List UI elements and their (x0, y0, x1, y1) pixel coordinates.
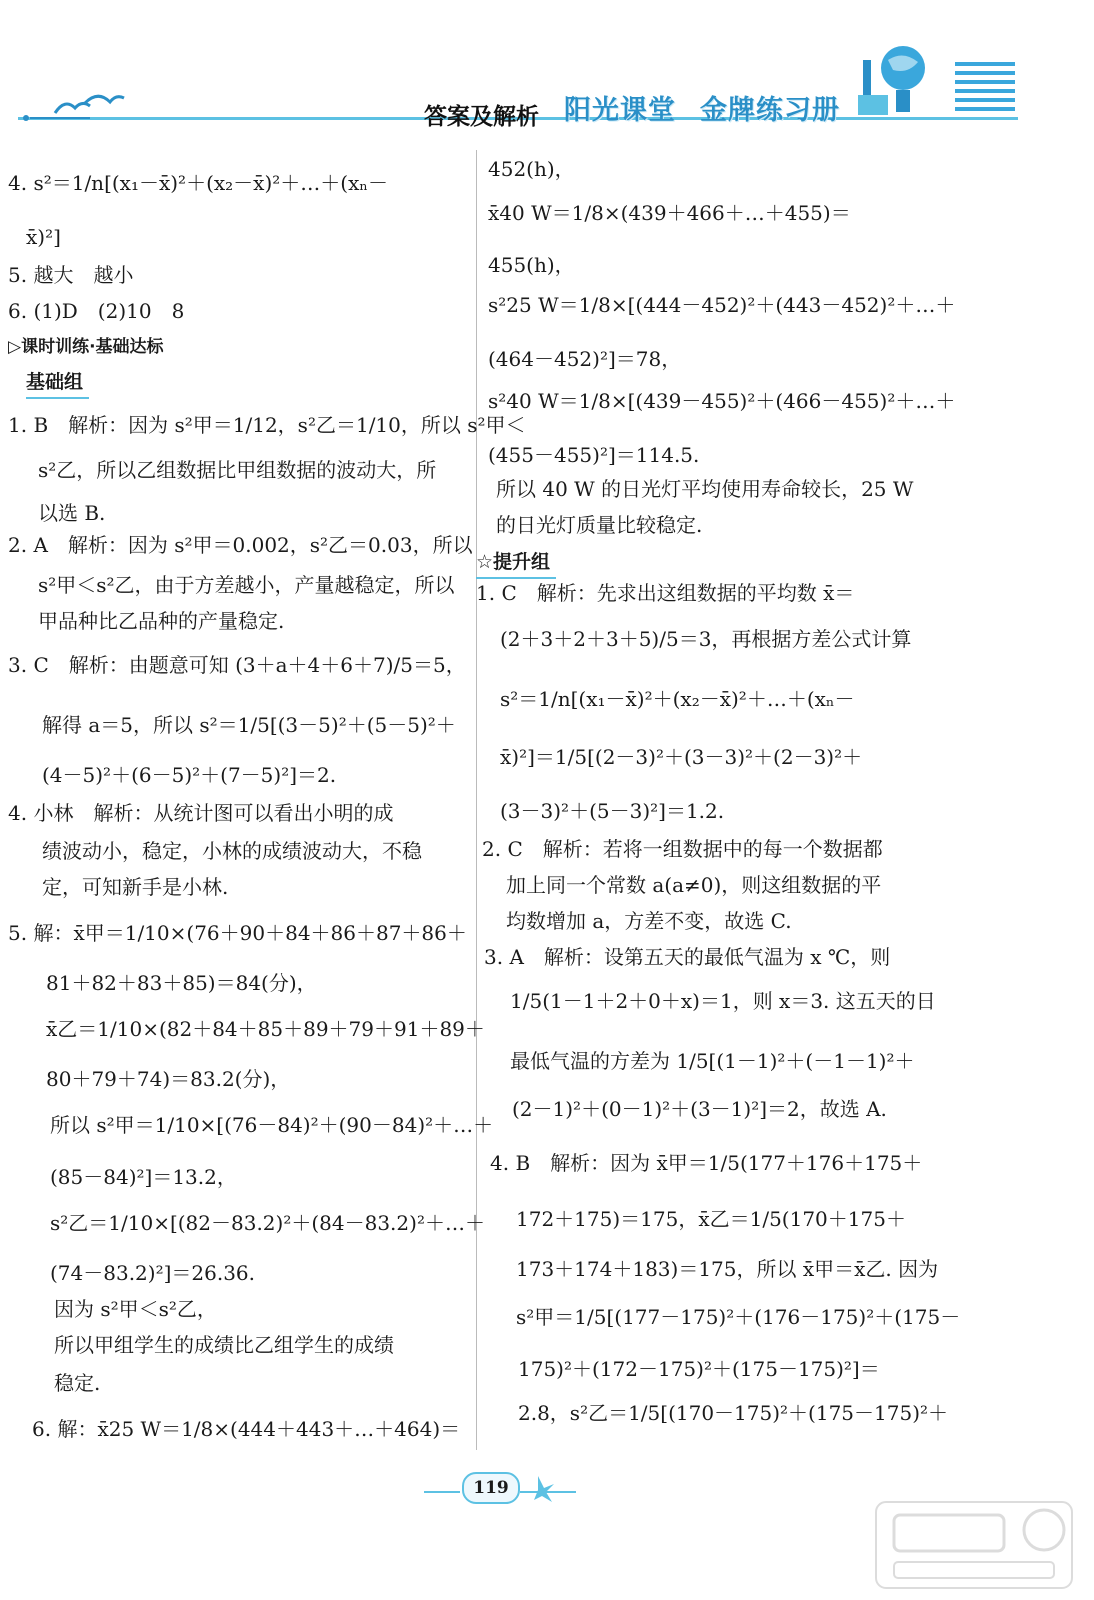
question-3-line: 最低气温的方差为 1/5[(1－1)²＋(－1－1)²＋ (510, 1049, 915, 1073)
question-2-line: 甲品种比乙品种的产量稳定. (38, 609, 285, 633)
question-1-line: 1. B 解析：因为 s²甲＝1/12，s²乙＝1/10，所以 s²甲＜ (8, 413, 526, 437)
question-3-line: (2－1)²＋(0－1)²＋(3－1)²]＝2，故选 A. (512, 1097, 887, 1121)
globe-icon (848, 40, 943, 120)
question-5-line: 所以甲组学生的成绩比乙组学生的成绩 (54, 1333, 394, 1357)
answer-5: 5. 越大 越小 (8, 263, 134, 287)
question-6-conclusion: 所以 40 W 的日光灯平均使用寿命较长，25 W (496, 477, 914, 501)
question-6-conclusion: 的日光灯质量比较稳定. (496, 513, 703, 537)
question-5-line: 5. 解：x̄甲＝1/10×(76＋90＋84＋86＋87＋86＋ (8, 921, 467, 945)
answer-4-line: x̄)²] (26, 225, 61, 249)
question-2-line: 加上同一个常数 a(a≠0)，则这组数据的平 (506, 873, 882, 897)
header-book-title: 金牌练习册 (700, 95, 840, 126)
question-5-line: 81＋82＋83＋85)＝84(分)， (46, 971, 317, 995)
question-6-continued: (464－452)²]＝78， (488, 347, 682, 371)
header-section-title: 答案及解析 (424, 104, 539, 130)
question-4-line: 4. 小林 解析：从统计图可以看出小明的成 (8, 801, 394, 825)
question-4-line: 175)²＋(172－175)²＋(175－175)²]＝ (518, 1357, 880, 1381)
question-6-continued: x̄40 W＝1/8×(439＋466＋…＋455)＝ (488, 201, 851, 225)
question-5-line: 稳定. (54, 1371, 101, 1395)
group-heading: 基础组 (26, 368, 89, 399)
page-header (0, 0, 1094, 140)
question-3-line: 3. C 解析：由题意可知 (3＋a＋4＋6＋7)/5＝5， (8, 653, 466, 677)
question-4-line: 4. B 解析：因为 x̄甲＝1/5(177＋176＋175＋ (490, 1151, 923, 1175)
page-number: 119 (462, 1472, 520, 1504)
birds-icon (20, 88, 130, 128)
column-divider (476, 150, 477, 1450)
question-1-line: x̄)²]＝1/5[(2－3)²＋(3－3)²＋(2－3)²＋ (500, 745, 863, 769)
question-1-line: 1. C 解析：先求出这组数据的平均数 x̄＝ (476, 581, 855, 605)
question-5-line: x̄乙＝1/10×(82＋84＋85＋89＋79＋91＋89＋ (46, 1017, 485, 1041)
header-brand: 阳光课堂 (564, 95, 676, 126)
question-6-continued: s²40 W＝1/8×[(439－455)²＋(466－455)²＋…＋ (488, 389, 956, 413)
question-1-line: 以选 B. (38, 501, 106, 525)
question-5-line: 因为 s²甲＜s²乙， (54, 1297, 217, 1321)
group-heading: ☆提升组 (476, 548, 556, 579)
question-5-line: 80＋79＋74)＝83.2(分)， (46, 1067, 291, 1091)
question-6-line: 6. 解：x̄25 W＝1/8×(444＋443＋…＋464)＝ (32, 1417, 461, 1441)
question-3-line: 3. A 解析：设第五天的最低气温为 x ℃，则 (484, 945, 891, 969)
question-1-line: s²＝1/n[(x₁－x̄)²＋(x₂－x̄)²＋…＋(xₙ－ (500, 687, 855, 711)
question-3-line: 1/5(1－1＋2＋0＋x)＝1，则 x＝3. 这五天的日 (510, 989, 936, 1013)
question-6-continued: 455(h)， (488, 253, 575, 277)
question-4-line: s²甲＝1/5[(177－175)²＋(176－175)²＋(175－ (516, 1305, 961, 1329)
question-6-continued: s²25 W＝1/8×[(444－452)²＋(443－452)²＋…＋ (488, 293, 956, 317)
question-3-line: (4－5)²＋(6－5)²＋(7－5)²]＝2. (42, 763, 337, 787)
question-1-line: s²乙，所以乙组数据比甲组数据的波动大，所 (38, 458, 437, 482)
question-4-line: 172＋175)＝175，x̄乙＝1/5(170＋175＋ (516, 1207, 906, 1231)
question-4-line: 定，可知新手是小林. (42, 875, 229, 899)
answer-4-line: 4. s²＝1/n[(x₁－x̄)²＋(x₂－x̄)²＋…＋(xₙ－ (8, 171, 388, 195)
question-5-line: (74－83.2)²]＝26.36. (50, 1261, 256, 1285)
question-5-line: (85－84)²]＝13.2， (50, 1165, 237, 1189)
section-heading: ▷课时训练·基础达标 (8, 337, 164, 357)
question-2-line: s²甲＜s²乙，由于方差越小，产量越稳定，所以 (38, 573, 455, 597)
question-6-continued: (455－455)²]＝114.5. (488, 443, 700, 467)
question-4-line: 173＋174＋183)＝175，所以 x̄甲＝x̄乙. 因为 (516, 1257, 939, 1281)
question-6-continued: 452(h)， (488, 157, 575, 181)
question-2-line: 2. A 解析：因为 s²甲＝0.002，s²乙＝0.03，所以 (8, 533, 473, 557)
question-1-line: (3－3)²＋(5－3)²]＝1.2. (500, 799, 725, 823)
question-2-line: 均数增加 a，方差不变，故选 C. (506, 909, 792, 933)
question-2-line: 2. C 解析：若将一组数据中的每一个数据都 (482, 837, 883, 861)
question-3-line: 解得 a＝5，所以 s²＝1/5[(3－5)²＋(5－5)²＋ (42, 713, 456, 737)
question-5-line: 所以 s²甲＝1/10×[(76－84)²＋(90－84)²＋…＋ (50, 1113, 494, 1137)
question-1-line: (2＋3＋2＋3＋5)/5＝3，再根据方差公式计算 (500, 627, 912, 651)
question-5-line: s²乙＝1/10×[(82－83.2)²＋(84－83.2)²＋…＋ (50, 1211, 485, 1235)
watermark-logo (874, 1500, 1074, 1590)
question-4-line: 2.8，s²乙＝1/5[(170－175)²＋(175－175)²＋ (518, 1401, 949, 1425)
answer-6: 6. (1)D (2)10 8 (8, 299, 185, 323)
question-4-line: 绩波动小，稳定，小林的成绩波动大，不稳 (42, 839, 422, 863)
header-stripes (955, 62, 1015, 117)
